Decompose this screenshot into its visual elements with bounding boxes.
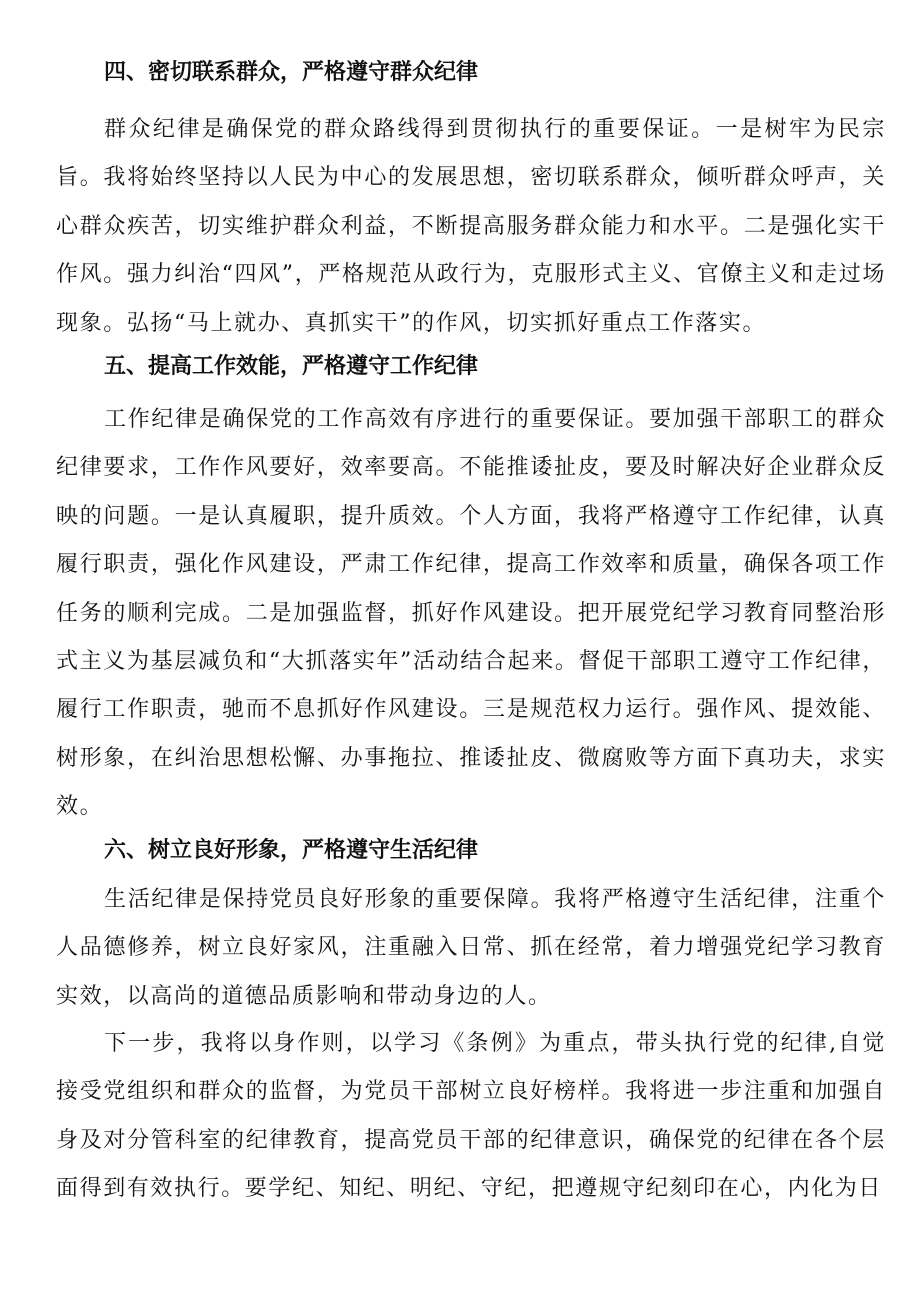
closing-paragraph: 下一步，我将以身作则，以学习《条例》为重点，带头执行党的纪律,自觉接受党组织和群众的监督，为党员干部树立良好榜样。我将进一步注重和加强自身及对分管科室的纪律教育，提高党员干部的纪律意识，确保党的纪律在各个层面得到有效执行。要学纪、知纪、明纪、守纪，把遵规守纪刻印在心，内化为日 (56, 1031, 886, 1202)
section-heading-6: 六、树立良好形象，严格遵守生活纪律 (104, 838, 479, 863)
section-heading-4: 四、密切联系群众，严格遵守群众纪律 (104, 60, 479, 85)
section-heading-5: 五、提高工作效能，严格遵守工作纪律 (104, 354, 479, 379)
section-paragraph-6: 生活纪律是保持党员良好形象的重要保障。我将严格遵守生活纪律，注重个人品德修养，树立良好家风，注重融入日常、抓在经常，着力增强党纪学习教育实效，以高尚的道德品质影响和带动身边的人。 (56, 887, 886, 1009)
section-paragraph-5: 工作纪律是确保党的工作高效有序进行的重要保证。要加强干部职工的群众纪律要求，工作作风要好，效率要高。不能推诿扯皮，要及时解决好企业群众反映的问题。一是认真履职，提升质效。个人方面，我将严格遵守工作纪律，认真履行职责，强化作风建设，严肃工作纪律，提高工作效率和质量，确保各项工作任务的顺利完成。二是加强监督，抓好作风建设。把开展党纪学习教育同整治形式主义为基层减负和“大抓落实年”活动结合起来。督促干部职工遵守工作纪律，履行工作职责，驰而不息抓好作风建设。三是规范权力运行。强作风、提效能、树形象，在纠治思想松懈、办事拖拉、推诿扯皮、微腐败等方面下真功夫，求实效。 (56, 407, 886, 820)
section-paragraph-4: 群众纪律是确保党的群众路线得到贯彻执行的重要保证。一是树牢为民宗旨。我将始终坚持以人民为中心的发展思想，密切联系群众，倾听群众呼声，关心群众疾苦，切实维护群众利益，不断提高服务群众能力和水平。二是强化实干作风。强力纠治“四风”，严格规范从政行为，克服形式主义、官僚主义和走过场现象。弘扬“马上就办、真抓实干”的作风，切实抓好重点工作落实。 (56, 117, 886, 336)
